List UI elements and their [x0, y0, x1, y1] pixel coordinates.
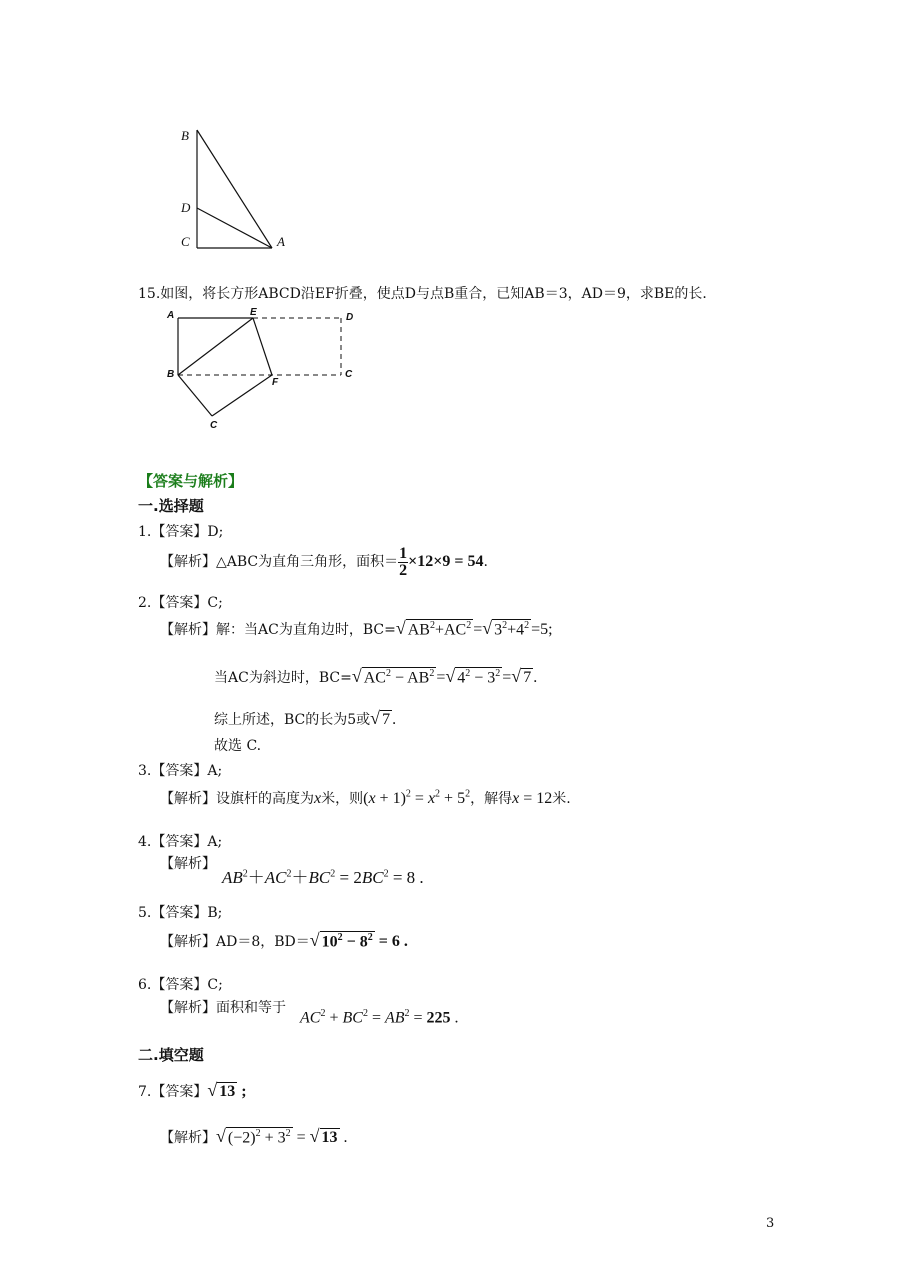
- answer-2-num: 2.: [138, 595, 152, 611]
- explanation-2-line2: [214, 666, 537, 687]
- answer-7-value: √ 13 ;: [207, 1080, 247, 1100]
- answer-2: [138, 592, 223, 612]
- answer-7-label: 【答案】: [151, 1084, 208, 1100]
- explanation-6-text-wrap: [160, 997, 286, 1017]
- explanation-7: [160, 1126, 348, 1147]
- explanation-3-equation: $(x + 1)^2 = x^2 + 5^2$: [363, 788, 471, 807]
- answer-6-label: 【答案】C;: [151, 977, 223, 993]
- explanation-3: [160, 788, 571, 808]
- fig1-label-c: C: [181, 234, 190, 249]
- fig1-label-b: B: [181, 128, 189, 143]
- fig2-label-c-bottom: C: [210, 420, 218, 431]
- fig2-label-a: A: [167, 310, 175, 321]
- explanation-3-text-d: 米.: [552, 791, 571, 807]
- explanation-3-solution: x = 12: [512, 790, 553, 807]
- explanation-3-text-c: ，解得: [470, 791, 513, 807]
- fig2-label-f: F: [272, 377, 279, 388]
- answer-1-label: 【答案】D;: [151, 524, 224, 540]
- answer-3: [138, 760, 222, 780]
- answer-1: [138, 521, 223, 541]
- fig1-label-a: A: [277, 234, 285, 249]
- answers-header: 【答案与解析】: [138, 472, 244, 490]
- explanation-1: 【解析】△ABC为直角三角形，面积＝ $\frac{1}{2}$ ×12×9 = 54.: [160, 545, 488, 579]
- explanation-4-label: 【解析】: [160, 856, 216, 872]
- explanation-5-label: 【解析】: [160, 934, 216, 950]
- explanation-6-label: 【解析】: [160, 1000, 216, 1016]
- explanation-6-text: 面积和等于: [216, 1000, 286, 1016]
- explanation-2-formula2: √ $AC^2 - AB^2$ =√ $4^2 - 3^2$ =√ 7 .: [351, 666, 538, 686]
- explanation-1-formula: $\frac{1}{2}$ ×12×9 = 54: [399, 545, 484, 579]
- answer-3-label: 【答案】A;: [151, 763, 223, 779]
- fig2-label-b: B: [167, 369, 175, 380]
- answer-4-num: 4.: [138, 834, 152, 850]
- answer-7: [138, 1080, 247, 1101]
- fig2-label-c-right: C: [345, 369, 353, 380]
- explanation-2-line3: [214, 708, 396, 729]
- page-number: 3: [766, 1216, 775, 1231]
- answer-5-num: 5.: [138, 905, 152, 921]
- explanation-2-formula3: √ 7 .: [370, 708, 397, 728]
- answer-2-label: 【答案】C;: [151, 595, 223, 611]
- explanation-5: [160, 930, 408, 951]
- fig2-label-e: E: [250, 307, 257, 318]
- explanation-1-text: △ABC为直角三角形，面积＝: [216, 554, 399, 571]
- fig1-label-d: D: [181, 200, 191, 215]
- explanation-3-var-x: x: [314, 790, 322, 807]
- answer-4: [138, 831, 222, 851]
- answer-1-num: 1.: [138, 524, 152, 540]
- explanation-2-line2-text: 当AC为斜边时，BC=: [214, 670, 352, 686]
- section-fill-title: 二.填空题: [138, 1046, 204, 1064]
- answer-7-num: 7.: [138, 1084, 152, 1100]
- section-choice-title: 一.选择题: [138, 497, 204, 515]
- explanation-5-formula: √ $10^2 - 8^2 = 6$ .: [309, 930, 408, 950]
- answer-4-label: 【答案】A;: [151, 834, 223, 850]
- explanation-5-text: AD＝8，BD＝: [216, 934, 310, 950]
- explanation-3-label: 【解析】: [160, 791, 216, 807]
- fig2-label-d: D: [346, 312, 354, 323]
- explanation-3-text-a: 设旗杆的高度为: [216, 791, 314, 807]
- answer-3-num: 3.: [138, 763, 152, 779]
- explanation-3-text-b: 米，则: [321, 791, 364, 807]
- explanation-6-formula: $AC^2 + BC^2 = AB^2 = 225$ .: [300, 1008, 459, 1027]
- explanation-2-formula1: √ $AB^2+AC^2$ =√ $3^2+4^2 =5$;: [395, 618, 553, 638]
- answer-5: [138, 902, 222, 922]
- question-15-text: 15.如图，将长方形ABCD沿EF折叠，使点D与点B重合，已知AB＝3，AD＝9，求BE的长．: [138, 286, 717, 302]
- explanation-2-line4: 故选 C.: [214, 738, 262, 754]
- answer-5-label: 【答案】B;: [151, 905, 223, 921]
- answer-6-num: 6.: [138, 977, 152, 993]
- answer-6: [138, 974, 223, 994]
- explanation-7-formula: √ $(-2)^2 + 3^2$ = √ 13 .: [216, 1126, 348, 1146]
- explanation-2-line3-text: 综上所述，BC的长为5或: [214, 712, 371, 728]
- explanation-1-label: 【解析】: [160, 554, 216, 571]
- explanation-2-line1-text: 解：当AC为直角边时，BC=: [216, 622, 396, 638]
- figure-folded-rectangle: [165, 305, 365, 435]
- explanation-2-label: 【解析】: [160, 622, 216, 638]
- explanation-4-formula: $AB^2+AC^2+BC^2 = 2BC^2 = 8$ .: [222, 868, 424, 887]
- explanation-7-label: 【解析】: [160, 1130, 216, 1146]
- explanation-2-line1: [160, 618, 553, 639]
